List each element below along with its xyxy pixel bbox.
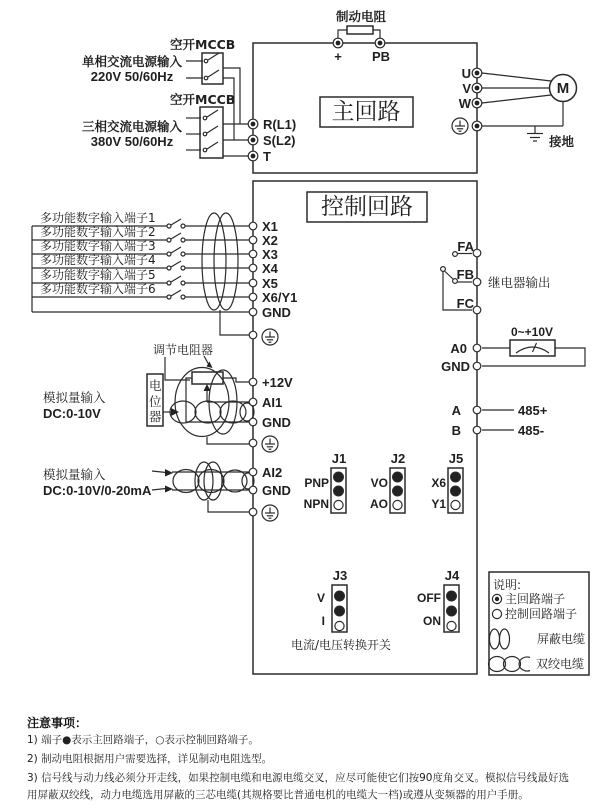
off-label: OFF (417, 591, 441, 605)
v-label: V (316, 591, 325, 605)
relay-output-caption: 继电器输出 (488, 275, 551, 290)
terminal-fc (473, 306, 481, 314)
three-phase-caption-1: 三相交流电源输入 (81, 119, 183, 134)
x5-label: X5 (262, 276, 278, 291)
gnd-ai2-label: GND (262, 483, 291, 498)
analog1-caption-1: 模拟量输入 (43, 390, 106, 405)
mccb1-label: 空开MCCB (170, 37, 236, 52)
digital-input-label-4: 多功能数字输入端子4 (40, 253, 156, 267)
terminal-gnd-digital (249, 308, 257, 316)
three-phase-caption-2: 380V 50/60Hz (90, 134, 174, 149)
digital-input-label-5: 多功能数字输入端子5 (40, 268, 156, 282)
y1-label: Y1 (431, 497, 446, 511)
legend-twisted-cable: 双绞电缆 (536, 657, 585, 671)
a-label: A (451, 403, 461, 418)
ground-label: 接地 (549, 134, 575, 149)
t-label: T (263, 149, 271, 164)
pe-ground-icon (262, 436, 278, 452)
terminal-fa (473, 249, 481, 257)
j5-label: J5 (448, 451, 464, 466)
mccb2-breaker (186, 107, 248, 158)
a0-label: A0 (450, 341, 467, 356)
u-label: U (461, 66, 471, 81)
on-label: ON (423, 614, 441, 628)
x6y1-label: X6/Y1 (262, 290, 298, 305)
ao-label: AO (370, 497, 388, 511)
analog-output-meter-wiring (482, 340, 585, 366)
pe-ground-icon (452, 118, 468, 134)
analog-output-range: 0~+10V (510, 325, 554, 339)
single-phase-caption-2: 220V 50/60Hz (90, 69, 174, 84)
legend-shield-cable-icon (490, 629, 510, 649)
terminal-plus (333, 38, 343, 48)
note-2: 2) 制动电阻根据用户需要选择，详见制动电阻选型。 (27, 753, 273, 765)
j1-label: J1 (331, 451, 347, 466)
braking-resistor-symbol (347, 26, 373, 34)
analog2-caption-2: DC:0-10V/0-20mA (43, 483, 152, 498)
npn-label: NPN (303, 497, 329, 511)
terminal-ai1 (249, 398, 257, 406)
terminal-pe-main (472, 121, 482, 131)
fb-label: FB (456, 267, 474, 282)
digital-input-label-6: 多功能数字输入端子6 (40, 282, 156, 296)
x6-label: X6 (431, 476, 446, 490)
fc-label: FC (456, 296, 474, 311)
485n-label: 485- (518, 423, 545, 438)
note-3-line-1: 3) 信号线与动力线必须分开走线，如果控制电缆和电源电缆交叉，应尽可能使它们按90度角交叉。模拟信号线最好选 (27, 772, 569, 784)
digital-input-label-3: 多功能数字输入端子3 (40, 239, 156, 253)
terminal-gnd-a0 (473, 362, 481, 370)
terminal-u (472, 68, 482, 78)
pb-label: PB (371, 49, 391, 64)
jumper-block-j1 (331, 468, 346, 513)
note-3-line-2: 用屏蔽双绞线，动力电缆选用屏蔽的三芯电缆(其规格要比普通电机的电缆大一档)或遵从变频器的用户手册。 (27, 789, 529, 801)
braking-resistor-circuit (338, 26, 380, 43)
digital-input-label-1: 多功能数字输入端子1 (40, 211, 156, 225)
x2-label: X2 (262, 233, 278, 248)
terminal-a (473, 406, 481, 414)
legend-control-terminal: 控制回路端子 (505, 607, 578, 621)
legend-shield-cable: 屏蔽电缆 (537, 632, 586, 646)
potentiometer-label: 电位器 (149, 378, 162, 424)
w-label: W (458, 96, 471, 111)
terminal-x6y1 (249, 293, 257, 301)
rs485-wiring (482, 410, 514, 430)
single-phase-caption-1: 单相交流电源输入 (81, 54, 183, 69)
analog2-caption-1: 模拟量输入 (43, 467, 106, 482)
terminal-a0 (473, 344, 481, 352)
jumper-block-j3 (332, 585, 347, 632)
terminal-s (248, 135, 258, 145)
terminal-w (472, 98, 482, 108)
r-label: R(L1) (263, 117, 297, 132)
adjust-resistor-label: 调节电阻器 (153, 343, 214, 357)
potentiometer-ai1-wiring (147, 356, 254, 444)
vo-label: VO (370, 476, 388, 490)
j3-label: J3 (332, 568, 348, 583)
i-label: I (321, 614, 325, 628)
terminal-x4 (249, 264, 257, 272)
485p-label: 485+ (518, 403, 548, 418)
jumper-block-j5 (448, 468, 463, 513)
gnd-ai1-label: GND (262, 415, 291, 430)
terminal-t (248, 151, 258, 161)
terminal-gnd-ai2 (249, 486, 257, 494)
pnp-label: PNP (304, 476, 329, 490)
terminal-x1 (249, 222, 257, 230)
terminal-x3 (249, 250, 257, 258)
legend-main-terminal: 主回路端子 (505, 592, 566, 606)
ai1-label: AI1 (262, 395, 283, 410)
gnd-digital-label: GND (262, 305, 291, 320)
b-label: B (451, 423, 461, 438)
switch-caption: 电流/电压转换开关 (291, 638, 392, 652)
terminal-r (248, 119, 258, 129)
ai2-label: AI2 (262, 465, 283, 480)
pe-ground-icon (262, 329, 278, 345)
jumper-block-j2 (390, 468, 405, 513)
plus-label: + (334, 49, 342, 64)
j4-label: J4 (444, 568, 460, 583)
ai2-wiring (152, 462, 254, 512)
note-1: 1) 端子●表示主回路端子，○表示控制回路端子。 (27, 734, 259, 746)
main-circuit-title: 主回路 (331, 99, 401, 125)
pe-ground-icon (262, 505, 278, 521)
terminal-gnd-ai1 (249, 418, 257, 426)
motor-label: M (556, 80, 570, 97)
s-label: S(L2) (263, 133, 296, 148)
terminal-fb (473, 278, 481, 286)
12v-label: +12V (262, 375, 293, 390)
terminal-v (472, 83, 482, 93)
x4-label: X4 (262, 261, 278, 276)
notes-heading: 注意事项： (27, 716, 88, 730)
braking-resistor-label: 制动电阻 (335, 9, 387, 24)
gnd-a0-label: GND (441, 359, 470, 374)
x1-label: X1 (262, 219, 278, 234)
terminal-x2 (249, 236, 257, 244)
legend-title: 说明: (493, 578, 522, 592)
digital-input-label-2: 多功能数字输入端子2 (40, 225, 156, 239)
j2-label: J2 (390, 451, 406, 466)
mccb2-label: 空开MCCB (170, 92, 236, 107)
terminal-x5 (249, 279, 257, 287)
jumper-block-j4 (444, 585, 459, 632)
terminal-pe-digital (249, 331, 257, 339)
legend-control-terminal-icon (492, 609, 501, 618)
terminal-pe-ai2 (249, 508, 257, 516)
control-circuit-title: 控制回路 (321, 194, 413, 220)
terminal-ai2 (249, 468, 257, 476)
terminal-pe-ai1 (249, 439, 257, 447)
legend-twisted-cable-icon (489, 657, 531, 672)
x3-label: X3 (262, 247, 278, 262)
terminal-12v (249, 378, 257, 386)
fa-label: FA (457, 239, 474, 254)
v-label: V (462, 81, 471, 96)
terminal-b (473, 426, 481, 434)
terminal-pb (375, 38, 385, 48)
analog1-caption-2: DC:0-10V (43, 406, 101, 421)
